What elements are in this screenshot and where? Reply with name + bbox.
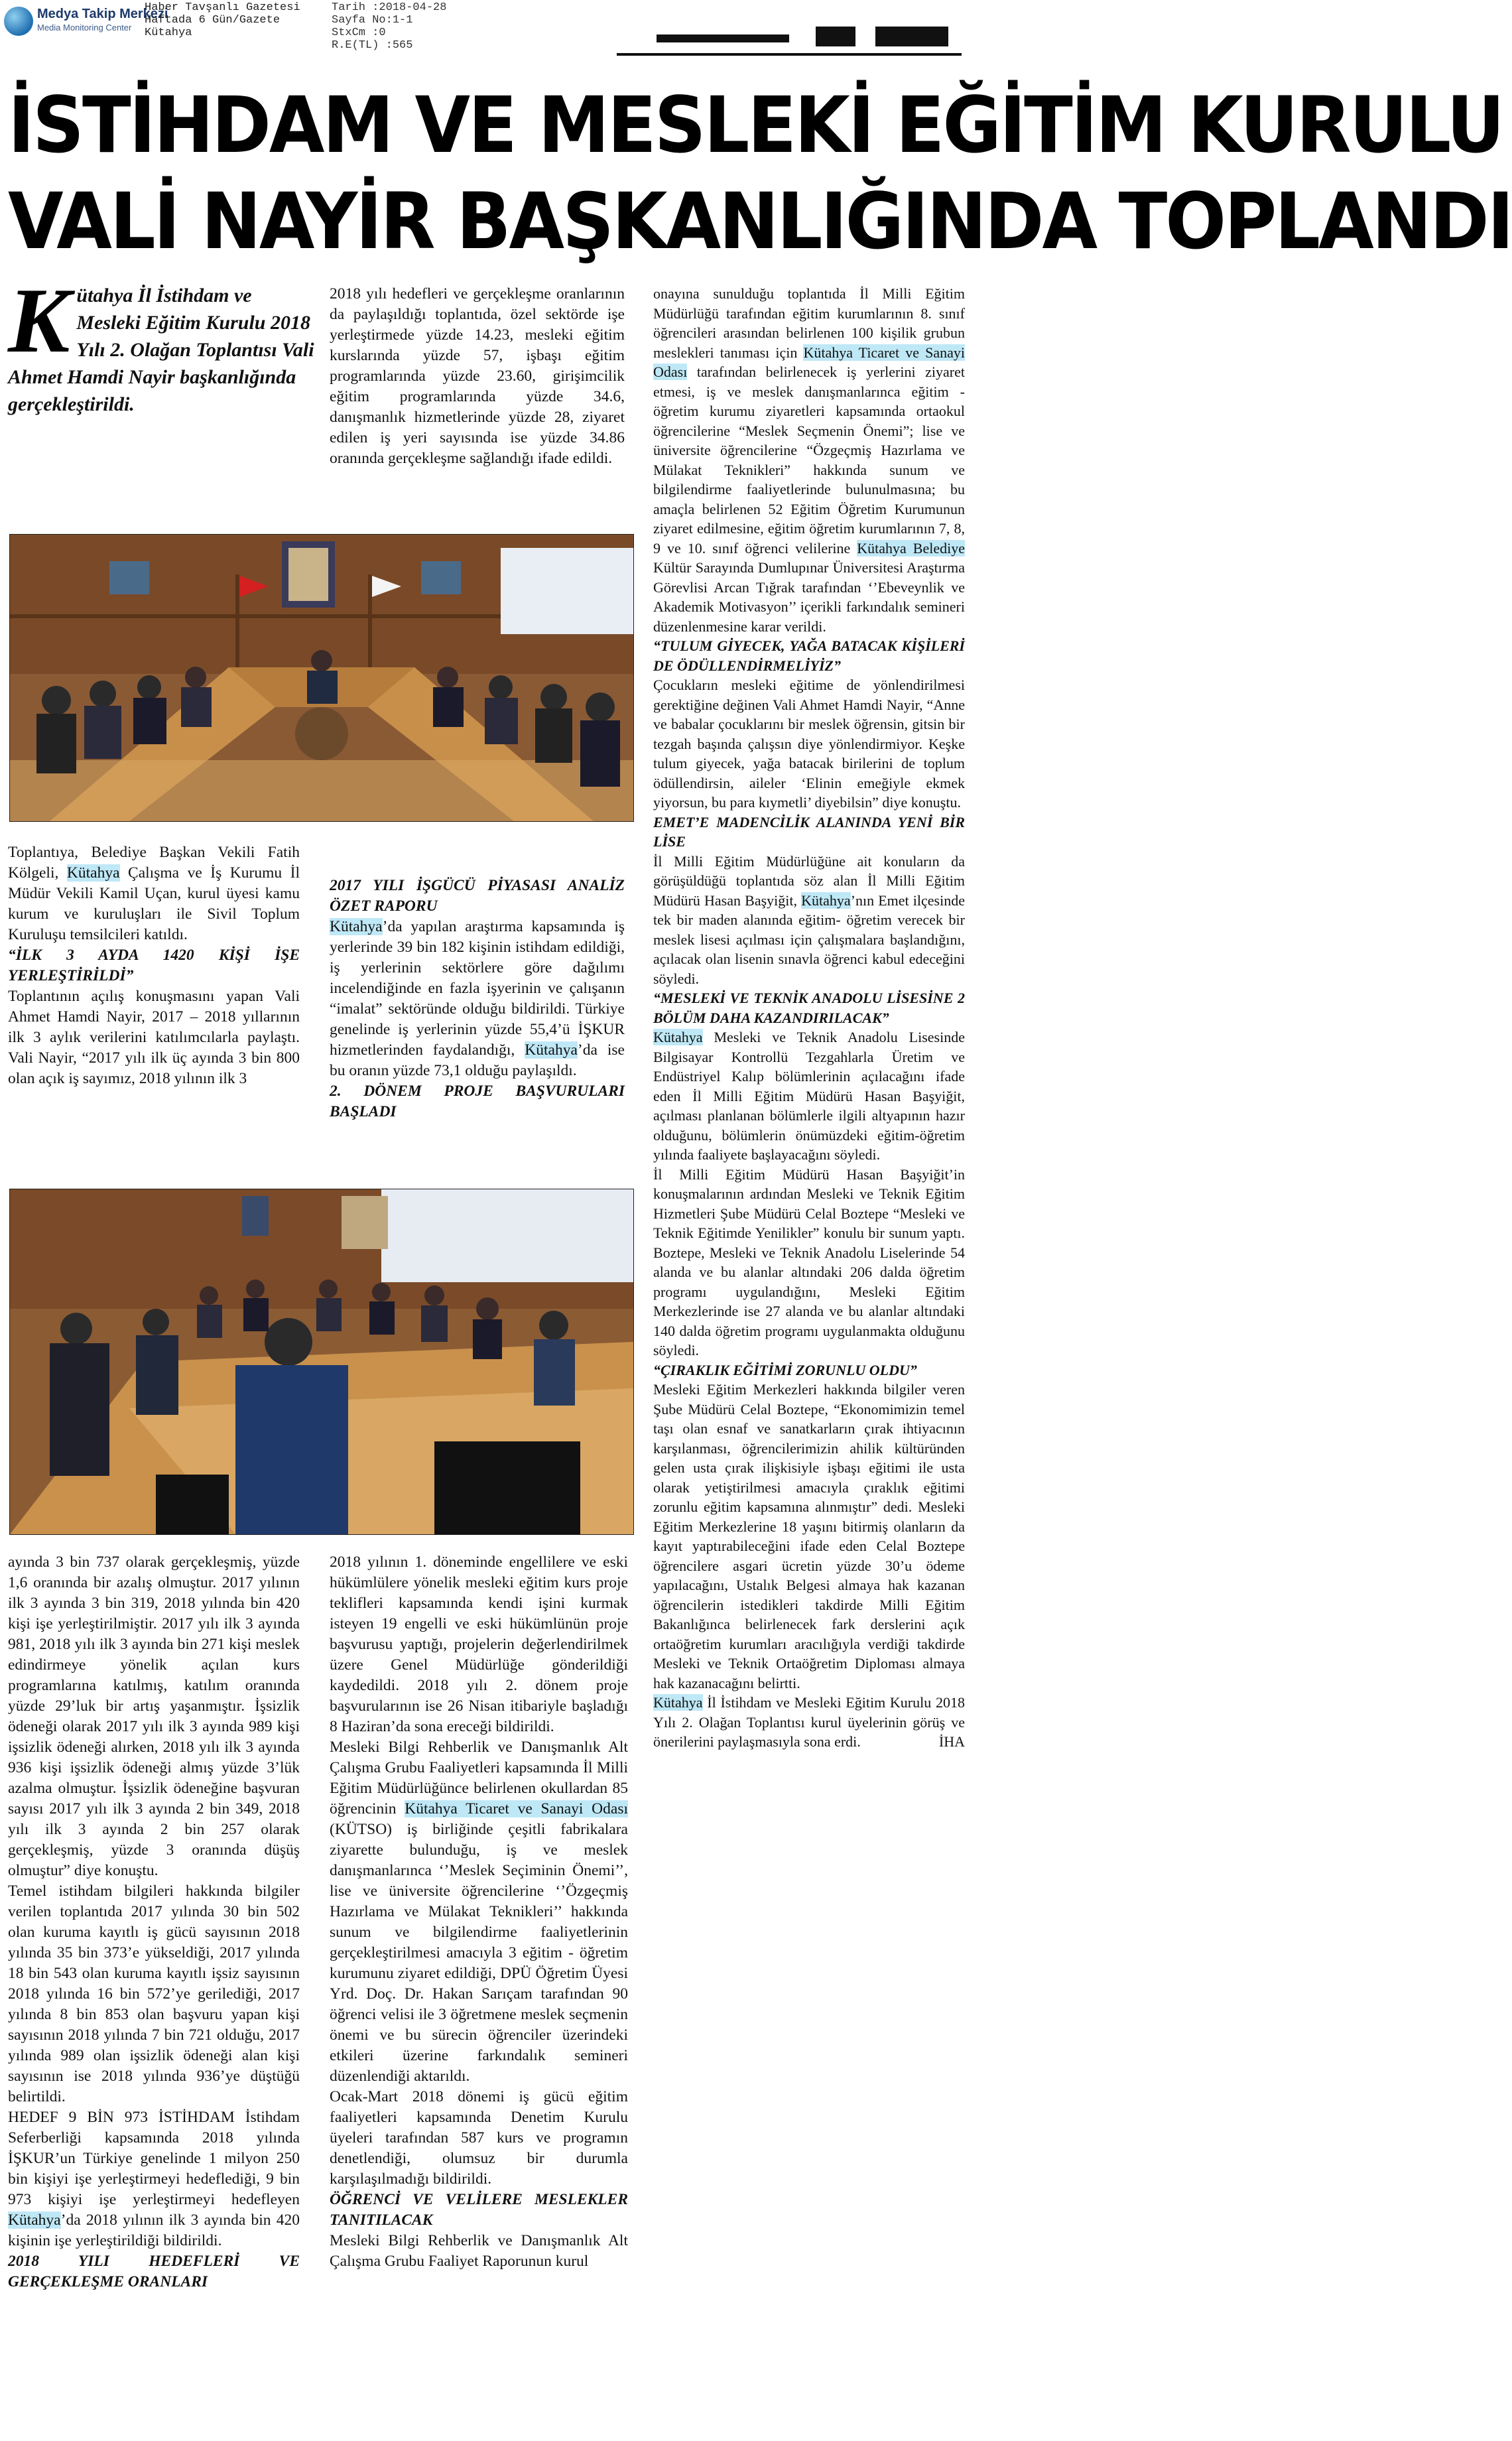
col3-paragraph-2: Çocukların mesleki eğitime de yönlendirilmesi gerektiğine değinen Vali Ahmet Hamdi Nayir, “Anne ve babalar çocuklarını bir meslek öğrensin, gitsin bir tezgah başında çalışsın diye yönlendirmiyor. Keşke tulum giyecek, yağa batacak birilerini de toplum ödüllendirsin, aileler ‘Elinin emeğiyle ekmek yiyorsun, bu para kıymetli’ diyebilsin” diye konuştu.	[653, 677, 965, 811]
publication-name: Haber Tavşanlı Gazetesi	[145, 1, 300, 14]
text-span: İl İstihdam ve Mesleki Eğitim Kurulu 2018 Yılı 2. Olağan Toplantısı kurul üyelerinin görüş ve önerilerini paylaşmasıyla sona erdi.	[653, 1694, 965, 1750]
col3-paragraph-5: İl Milli Eğitim Müdürü Hasan Başyiğit’in konuşmalarının ardından Mesleki ve Teknik Eğitim Hizmetleri Şube Müdürü Celal Boztepe “Mesleki ve Teknik Eğitimde Yenilikler” konulu bir sunum yaptı. Boztepe, Mesleki ve Teknik Anadolu Liselerinde 54 alanda ve bu alanlar altındaki 206 dalda öğretim programı uygulandığını, Mesleki Eğitim Merkezlerinde ise 27 alanda ve bu alanlar altındaki 140 dalda öğretim programı uygulanmakta olduğunu söyledi.	[653, 1165, 965, 1358]
meeting-photo-1-image	[10, 535, 633, 821]
text-span: ’da ise bu oranın yüzde 73,1 olduğu paylaşıldı.	[330, 1041, 625, 1079]
publication-frequency: Haftada 6 Gün/Gazete	[145, 14, 281, 27]
column-1-top	[8, 842, 300, 1089]
highlighted-keyword: Kütahya Belediye	[857, 539, 965, 557]
subheading-ogrenci-velilere: ÖĞRENCİ VE VELİLERE MESLEKLER TANITILACAK	[330, 2191, 628, 2229]
agency-logo-subtitle: Media Monitoring Center	[37, 23, 132, 33]
article-lead	[8, 269, 316, 418]
col2-bottom-paragraph-1: 2018 yılının 1. döneminde engellilere ve eski hükümlülere yönelik mesleki eğitim kurs proje teklifleri kapsamında kendi işini kurmak isteyen 19 engelli ve eski hükümlünün proje başvurusu yaptığı, projelerin değerlendirilmek üzere Genel Müdürlüğe gönderildiği kaydedildi. 2018 yılı 2. dönem proje başvurularının ise 26 Nisan itibariyle başladığı 8 Haziran’da sona ereceği bildirildi.	[330, 1553, 628, 1735]
column-2-bottom	[330, 1552, 628, 2272]
text-span: Mesleki Bilgi Rehberlik ve Danışmanlık Alt Çalışma Grubu Faaliyetleri kapsamında İl Milli Eğitim Müdürlüğünce belirlenen okullardan 85 öğrencinin	[330, 1739, 628, 1817]
text-span: ’nın Emet ilçesinde tek bir maden alanında eğitim- öğretim verecek bir meslek lisesi açılması için çalışmalara başlandığını, açılacak olan lisenin sınavla öğrenci kabul edeceğini söyledi.	[653, 891, 965, 987]
clipping-meta	[332, 1, 446, 52]
agency-logo-name: Medya Takip Merkezi	[37, 7, 168, 21]
text-span: Çalışma ve İş Kurumu İl Müdür Vekili Kamil Uçan, kurul üyesi kamu kurum ve kuruluşları ile Sivil Toplum Kuruluşu temsilcileri katıldı.	[8, 864, 300, 943]
subheading-2018-hedefleri: 2018 YILI HEDEFLERİ VE GERÇEKLEŞME ORANLARI	[8, 2253, 300, 2290]
col3-paragraph-3	[653, 852, 965, 989]
lead-dropcap: K	[8, 269, 70, 372]
column-2-middle	[330, 876, 625, 1122]
publication-city: Kütahya	[145, 27, 192, 39]
col1-bottom-paragraph-3	[8, 2107, 300, 2251]
text-span: ’da 2018 yılının ilk 3 ayında bin 420 kişinin işe yerleştirildiği bildirildi.	[8, 2211, 300, 2249]
col1-bottom-paragraph-2: Temel istihdam bilgileri hakkında bilgiler verilen toplantıda 2017 yılında 30 bin 502 olan kuruma kayıtlı iş gücü sayısının 2018 yılında 35 bin 373’e yükseldiği, 2017 yılında 18 bin 543 olan kuruma kayıtlı işsiz sayısının 2018 yılında 16 bin 572’ye gerilediği, 2017 yılında 8 bin 853 olan başvuru yapan kişi sayısının 2018 yılında 7 bin 721 olduğu, 2017 yılında 989 olan işsizlik ödeneği alan kişi sayısının ise 2018 yılında 936’ye düştüğü belirtildi.	[8, 1882, 300, 2105]
subheading-ciraklik-egitimi: “ÇIRAKLIK EĞİTİMİ ZORUNLU OLDU”	[653, 1361, 917, 1378]
clipping-header	[0, 0, 973, 63]
col3-paragraph-1	[653, 284, 965, 636]
col3-paragraph-4	[653, 1027, 965, 1165]
headline-line-2: VALİ NAYİR BAŞKANLIĞINDA TOPLANDI	[8, 177, 1512, 267]
column-3	[653, 284, 965, 1752]
subheading-mesleki-teknik: “MESLEKİ VE TEKNİK ANADOLU LİSESİNE 2 BÖLÜM DAHA KAZANDIRILACAK”	[653, 990, 965, 1026]
meeting-photo-1	[9, 534, 634, 822]
meeting-photo-2	[9, 1189, 634, 1535]
meeting-photo-2-image	[10, 1189, 633, 1534]
meta-date: Tarih :2018-04-28	[332, 1, 447, 14]
highlighted-keyword: Kütahya	[653, 1029, 703, 1045]
text-span: tarafından belirlenecek iş yerlerini ziyaret etmesi, iş ve meslek danışmanlarınca eğitim - öğretim kurumu ziyaretleri kapsamında ortaokul öğrencilerine “Meslek Seçmenin Önemi”; lise ve üniversite öğrencilerine “Özgeçmiş Hazırlama ve Mülakat Teknikleri” hakkında sunum ve bilgilendirme faaliyetlerinde bulunulmasına; bu amaçla belirlenen 52 Eğitim Öğretim Kurumunun ziyaret edilmesine, eğitim öğretim kurumlarının 7, 8, 9 ve 10. sınıf öğrenci velilerine	[653, 363, 965, 557]
highlighted-keyword: Kütahya	[330, 918, 383, 935]
column-1-bottom	[8, 1552, 300, 2292]
subheading-proje-basvurulari: 2. DÖNEM PROJE BAŞVURULARI BAŞLADI	[330, 1083, 625, 1120]
subheading-ilk-3-ayda: “İLK 3 AYDA 1420 KİŞİ İŞE YERLEŞTİRİLDİ”	[8, 947, 300, 984]
highlighted-keyword: Kütahya Ticaret ve Sanayi Odası	[653, 344, 965, 380]
lead-text: ütahya İl İstihdam ve Mesleki Eğitim Kurulu 2018 Yılı 2. Olağan Toplantısı Vali Ahmet Hamdi Nayir başkanlığında gerçekleştirildi.	[8, 285, 314, 415]
text-span: Kültür Sarayında Dumlupınar Üniversitesi Araştırma Görevlisi Arcan Tığrak tarafından ‘’Ebeveynlik ve Akademik Motivasyon’’ içerikli farkındalık semineri düzenlenmesine karar verildi.	[653, 559, 965, 635]
cropped-masthead-fragment	[564, 0, 962, 63]
text-span: HEDEF 9 BİN 973 İSTİHDAM İstihdam Seferberliği kapsamında 2018 yılında İŞKUR’un Türkiye genelinde 1 milyon 250 bin kişiyi işe yerleştirmeyi hedeflediği, 9 bin 973 kişiyi işe yerleştirmeyi hedefleyen	[8, 2109, 300, 2208]
text-span: ’da yapılan araştırma kapsamında iş yerlerinde 39 bin 182 kişinin istihdam edildiği, iş yerlerinin sektörlere göre dağılımı incelendiğinde en fazla işyerinin ve çalışanın “imalat” sektöründe olduğu bildirildi. Türkiye genelinde iş yerlerinin yüzde 55,4’ü İŞKUR hizmetlerinden faydalandığı,	[330, 918, 625, 1059]
highlighted-keyword: Kütahya	[66, 864, 120, 882]
highlighted-keyword: Kütahya	[801, 891, 851, 909]
meta-stxcm: StxCm :0	[332, 27, 386, 39]
meta-page: Sayfa No:1-1	[332, 14, 413, 27]
meta-value: R.E(TL) :565	[332, 39, 413, 52]
text-span: Mesleki ve Teknik Anadolu Lisesinde Bilgisayar Kontrollü Tezgahlarla Üretim ve Endüstriyel Kalıp bölümlerinin açılacağını ifade eden İl Milli Eğitim Müdürü Hasan Başyiğit, açılması planlanan bölümlerle ilgili altyapının hazır olduğunu, bölümlerin önümüzdeki eğitim-öğretim yılında faaliyete başlayacağını söyledi.	[653, 1029, 965, 1163]
highlighted-keyword: Kütahya	[8, 2211, 61, 2229]
col1-paragraph-2: Toplantının açılış konuşmasını yapan Vali Ahmet Hamdi Nayir, 2017 – 2018 yıllarının ilk 3 aylık verilerini katılımcılarla paylaştı. Vali Nayir, “2017 yılı ilk üç ayında 3 bin 800 olan açık iş sayımız, 2018 yılının ilk 3	[8, 988, 300, 1087]
col1-bottom-paragraph-1: ayında 3 bin 737 olarak gerçekleşmiş, yüzde 1,6 oranında bir azalış olmuştur. 2017 yılının ilk 3 ayında 3 bin 319, 2018 yılında bin 420 kişi işe yerleştirilmiştir. 2017 yılı ilk 3 ayında 981, 2018 yılı ilk 3 ayında bin 271 kişi meslek edindirmeye yönelik açılan kurs programlarına katılmış, katılım oranında yüzde 29’luk bir artış yaşanmıştır. İşsizlik ödeneği olarak 2017 yılı ilk 3 ayında 989 kişi işsizlik ödeneği alırken, 2018 yılı ilk 3 ayında 936 kişi işsizlik ödeneği almış yüzde 3’lük azalma olmuştur. İşsizlik ödeneğine başvuran sayısı 2017 yılı ilk 3 ayında 2 bin 349, 2018 yılı ilk 3 ayında 2 bin 257 olarak gerçekleşmiş, yüzde 3 oranında düşüş olmuştur” diye konuştu.	[8, 1553, 300, 1879]
text-span: (KÜTSO) iş birliğinde çeşitli fabrikalara ziyarette bulunduğu, iş ve meslek danışmanlarınca ‘’Meslek Seçiminin Önemi’’, lise ve üniversite öğrencilerine ‘’Özgeçmiş Hazırlama ve Mülakat Teknikleri’’ hakkında sunum ve bilgilendirme faaliyetlerinin gerçekleştirilmesi amacıyla 3 eğitim - öğretim kurumunu ziyaret edildiği, DPÜ Öğretim Üyesi Yrd. Doç. Dr. Hakan Sarıçam tarafından 90 öğrenci velisi ile 3 öğretmene meslek seçmenin önemi ve bu sürecin öğrenciler üzerindeki etkileri üzerine farkındalık semineri düzenlendiği aktarıldı.	[330, 1821, 628, 2085]
col2-paragraph-1: 2018 yılı hedefleri ve gerçekleşme oranlarının da paylaşıldığı toplantıda, özel sektörde işe yerleştirmede yüzde 14.23, mesleki eğitim kurslarında yüzde 57, işbaşı eğitim programlarında yüzde 23.60, girişimcilik eğitim programlarında yüzde 34.6, danışmanlık hizmetlerinde yüzde 28, ziyaret edilen iş yeri sayısında ise yüzde 34.86 oranında gerçekleşme sağlandığı ifade edildi.	[330, 285, 625, 467]
globe-logo-icon	[4, 7, 33, 36]
highlighted-keyword: Kütahya	[525, 1041, 578, 1059]
col3-paragraph-6: Mesleki Eğitim Merkezleri hakkında bilgiler veren Şube Müdürü Celal Boztepe, “Ekonomimizin temel taşı olan esnaf ve sanatkarların çırak ihtiyacının karşılanması, öğrencilerimizin ahilik kültüründen gelen usta çırak ilişkisiyle işbaşı eğitimi ile usta olarak yetiştirilmesi amacıyla çıraklık eğitimi zorunlu eğitim kapsamına alınmıştır” dedi. Mesleki Eğitim Merkezlerine 18 yaşını bitirmiş olanların da kayıt yaptırabileceğini ifade eden Celal Boztepe öğrencilere asgari ücretin yüzde 30’u ödeme yapılacağını, Ustalık Belgesi almaya hak kazanan öğrencilerin istedikleri takdirde Milli Eğitim Bakanlığınca belirlenecek fark derslerini açık ortaöğretim kurumları aracılığıyla verdiği takdirde Mesleki ve Teknik Ortaöğretim Diploması almaya hak kazanacağını belirtti.	[653, 1381, 965, 1691]
column-2-top	[330, 284, 625, 469]
subheading-tulum-giyecek: “TULUM GİYECEK, YAĞA BATACAK KİŞİLERİ DE ÖDÜLLENDİRMELİYİZ”	[653, 637, 965, 674]
col1-paragraph-1	[8, 842, 300, 945]
col3-paragraph-7	[653, 1693, 965, 1752]
col2-mid-paragraph-1	[330, 917, 625, 1081]
text-span: İl Milli Eğitim Müdürlüğüne ait konuların da görüşüldüğü toplantıda söz alan İl Milli Eğitim Müdürü Hasan Başyiğit,	[653, 852, 965, 909]
highlighted-keyword: Kütahya	[653, 1694, 703, 1711]
publication-info	[145, 1, 300, 39]
col2-bottom-paragraph-3: Ocak-Mart 2018 dönemi iş gücü eğitim faaliyetleri kapsamında Denetim Kurulu üyeleri tarafından 587 kurs ve programın denetlendiği, olumsuz bir durumla karşılaşılmadığı bildirildi.	[330, 2088, 628, 2188]
headline-line-1: İSTİHDAM VE MESLEKİ EĞİTİM KURULU	[8, 81, 1503, 171]
highlighted-keyword: Kütahya Ticaret ve Sanayi Odası	[405, 1800, 629, 1817]
subheading-emet-madencilik: EMET’E MADENCİLİK ALANINDA YENİ BİR LİSE	[653, 813, 965, 850]
news-agency-credit: İHA	[938, 1733, 965, 1750]
text-span: onayına sunulduğu toplantıda İl Milli Eğitim Müdürlüğü tarafından eğitim kurumlarının 8. sınıf öğrencileri arasından belirlenen 100 kişilik grubun meslekleri tanıması için	[653, 285, 965, 361]
subheading-isgucu-raporu: 2017 YILI İŞGÜCÜ PİYASASI ANALİZ ÖZET RAPORU	[330, 877, 625, 915]
col2-bottom-paragraph-2	[330, 1737, 628, 2087]
text-span: Toplantıya, Belediye Başkan Vekili Fatih Kölgeli,	[8, 844, 300, 882]
article-headline	[8, 78, 1512, 270]
col2-bottom-paragraph-4: Mesleki Bilgi Rehberlik ve Danışmanlık Alt Çalışma Grubu Faaliyet Raporunun kurul	[330, 2232, 628, 2270]
